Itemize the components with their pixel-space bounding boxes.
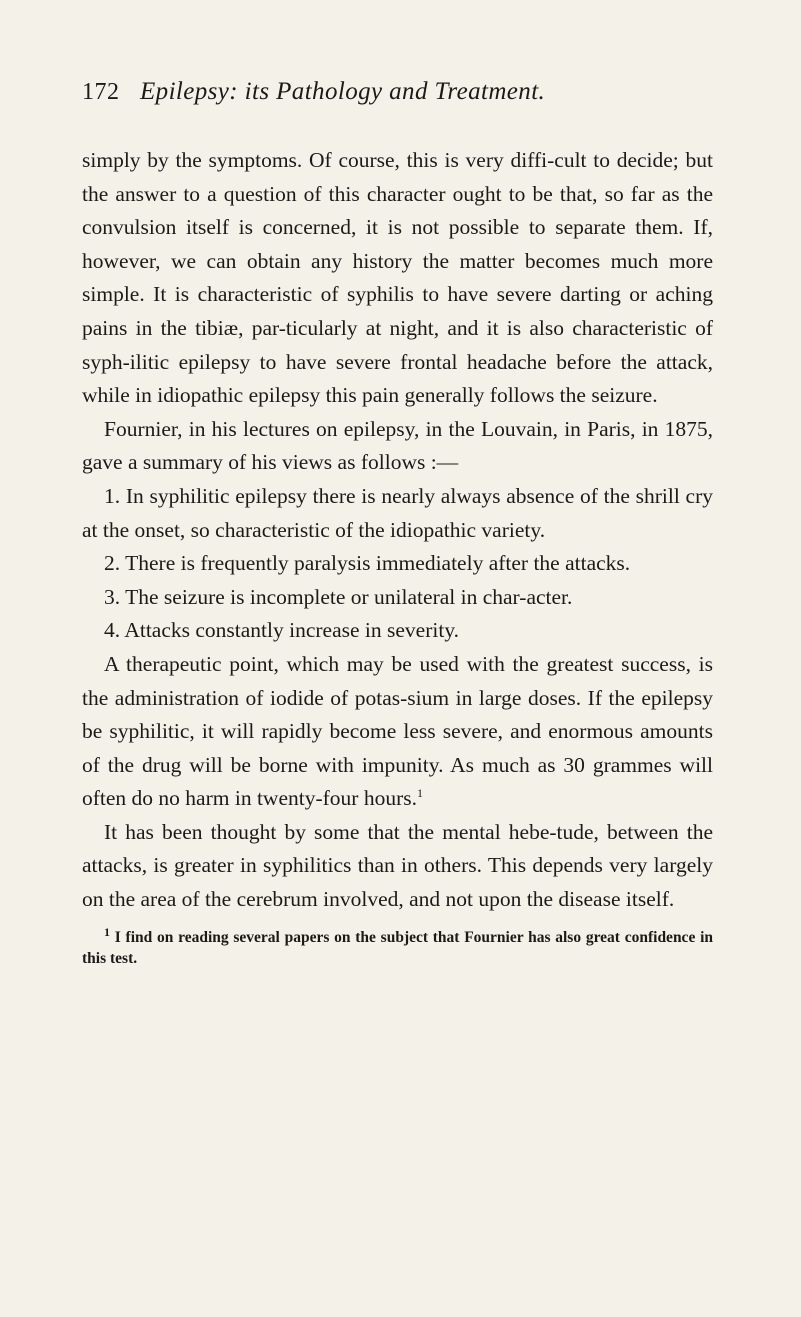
- list-item-3: 3. The seizure is incomplete or unilateral in char-acter.: [104, 584, 573, 609]
- running-title: Epilepsy: its Pathology and Treatment.: [140, 78, 546, 105]
- paragraph-continuation: simply by the symptoms. Of course, this is very diffi-cult to decide; but the answer to a question of this character ought to be that, so far as the convulsion itself is concerned, it is not possible to separate them. If, however, we can obtain any history the matter becomes much more simple. It is characteristic of syphilis to have severe darting or aching pains in the tibiæ, par-ticularly at night, and it is also characteristic of syph-ilitic epilepsy to have severe frontal headache before the attack, while in idiopathic epilepsy this pain generally follows the seizure.: [82, 148, 713, 408]
- footnote-1: [82, 924, 713, 969]
- list-item-4: 4. Attacks constantly increase in severity.: [104, 618, 460, 643]
- list-item-1: 1. In syphilitic epilepsy there is nearly always absence of the shrill cry at the onset, so characteristic of the idiopathic variety.: [82, 483, 713, 542]
- paragraph-therapeutic-text: A therapeutic point, which may be used with the greatest success, is the administration of iodide of potas-sium in large doses. If the epilepsy be syphilitic, it will rapidly become less severe, and enormous amounts of the drug will be borne with impunity. As much as 30 grammes will often do no harm in twenty-four hours.: [82, 651, 713, 811]
- footnotes: [82, 924, 713, 969]
- paragraph-mental-hebetude: It has been thought by some that the mental hebe-tude, between the attacks, is greater in syphilitics than in others. This depends very largely on the area of the cerebrum involved, and not upon the disease itself.: [82, 819, 713, 912]
- running-head: [82, 78, 713, 130]
- footnote-text: I find on reading several papers on the subject that Fournier has also great confidence in this test.: [82, 928, 713, 967]
- footnote-reference: 1: [416, 786, 423, 801]
- paragraph-fournier: Fournier, in his lectures on epilepsy, in the Louvain, in Paris, in 1875, gave a summary of his views as follows :—: [82, 416, 713, 475]
- paragraph-therapeutic: [82, 648, 713, 816]
- body-text: [82, 144, 713, 917]
- page-number: 172: [82, 79, 120, 105]
- list-item-2: 2. There is frequently paralysis immediately after the attacks.: [104, 551, 631, 576]
- footnote-marker: 1: [104, 924, 110, 939]
